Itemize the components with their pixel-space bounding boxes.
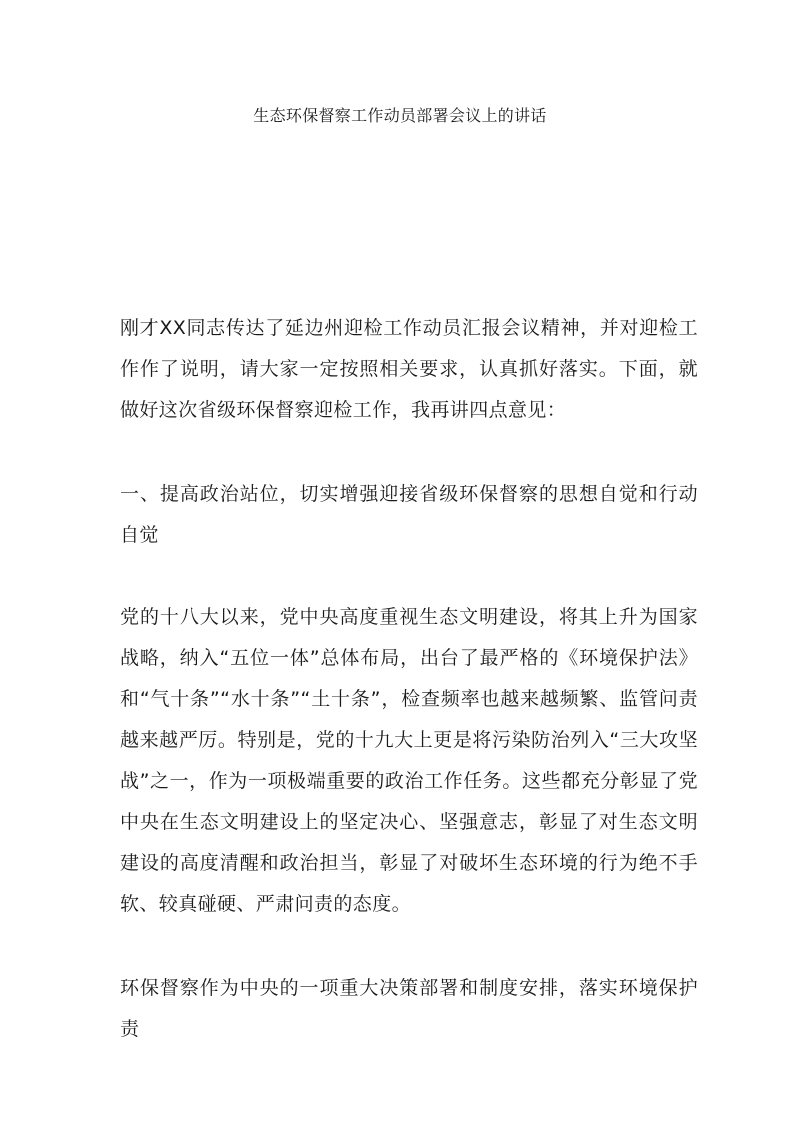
section-heading-1: 一、提高政治站位，切实增强迎接省级环保督察的思想自觉和行动自觉: [120, 483, 698, 546]
body-paragraph: 党的十八大以来，党中央高度重视生态文明建设，将其上升为国家战略，纳入“五位一体”总体布局，出台了最严格的《环境保护法》和“气十条”“水十条”“土十条”，检查频率也越来越频繁、监管问责越来越严厉。特别是，党的十九大上更是将污染防治列入“三大攻坚战”之一，作为一项极端重要的政治工作任务。这些都充分彰显了党中央在生态文明建设上的坚定决心、坚强意志，彰显了对生态文明建设的高度清醒和政治担当，彰显了对破坏生态环境的行为绝不手软、较真碰硬、严肃问责的态度。: [120, 606, 698, 915]
body-paragraph-continued: 环保督察作为中央的一项重大决策部署和制度安排，落实环境保护责: [120, 977, 698, 1040]
document-title: 生态环保督察工作动员部署会议上的讲话: [253, 106, 547, 125]
intro-paragraph: 刚才XX同志传达了延边州迎检工作动员汇报会议精神，并对迎检工作作了说明，请大家一定按照相关要求，认真抓好落实。下面，就做好这次省级环保督察迎检工作，我再讲四点意见：: [120, 317, 698, 421]
